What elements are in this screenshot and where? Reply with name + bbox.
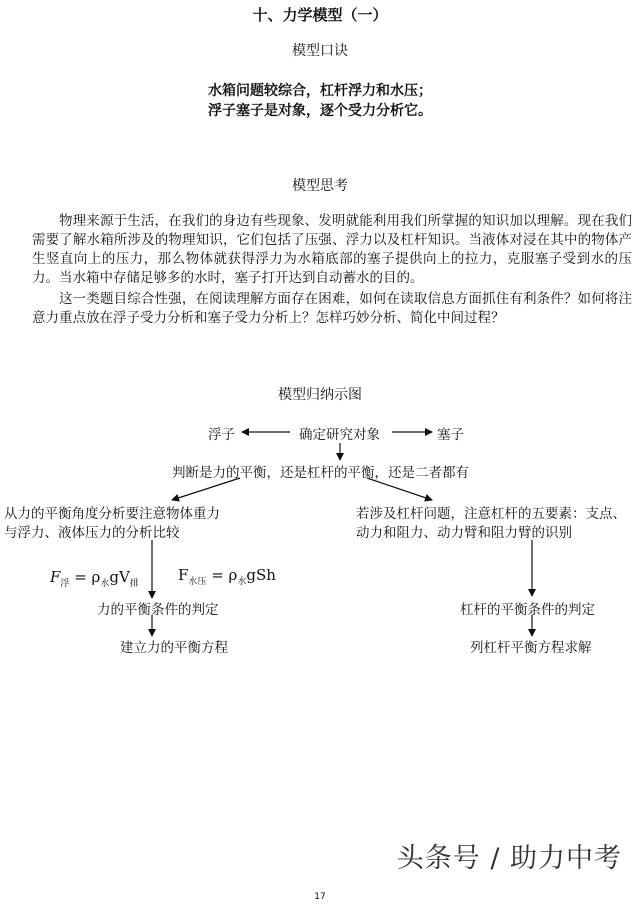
diagram-heading: 模型归纳示图	[278, 387, 362, 403]
mnemonic-heading: 模型口诀	[292, 43, 348, 59]
arrow-to-lever-analysis	[367, 478, 432, 500]
section-title: 十、力学模型（一）	[252, 6, 388, 24]
thinking-heading: 模型思考	[292, 178, 348, 194]
node-force-balance-equation: 建立力的平衡方程	[120, 640, 228, 656]
node-plug: 塞子	[437, 427, 464, 443]
thinking-paragraph-2: 这一类题目综合性强，在阅读理解方面存在困难，如何在读取信息方面抓住有利条件？如何将注意力重点放在浮子受力分析和塞子受力分析上？怎样巧妙分析、简化中间过程？	[32, 291, 632, 326]
node-judge-balance: 判断是力的平衡，还是杠杆的平衡，还是二者都有	[172, 465, 469, 481]
node-lever-analysis-line-2: 动力和阻力、动力臂和阻力臂的识别	[356, 525, 572, 541]
node-force-analysis-line-1: 从力的平衡角度分析要注意物体重力	[4, 506, 220, 522]
mnemonic-line-2: 浮子塞子是对象，逐个受力分析它。	[208, 103, 432, 119]
thinking-paragraph-1: 物理来源于生活，在我们的身边有些现象、发明就能利用我们所掌握的知识加以理解。现在我们需要了解水箱所涉及的物理知识，它们包括了压强、浮力以及杠杆知识。当液体对浸在其中的物体产生竖直向上的压力，那么物体就获得浮力为水箱底部的塞子提供向上的拉力，克服塞子受到水的压力。当水箱中存储足够多的水时，塞子打开达到自动蓄水的目的。	[32, 213, 632, 286]
page-number: 17	[314, 892, 326, 902]
mnemonic-line-1: 水箱问题较综合，杠杆浮力和水压；	[208, 83, 432, 99]
node-force-balance-condition: 力的平衡条件的判定	[97, 602, 219, 618]
water-pressure-formula: $F_{水压} = \rho_水gSh$	[178, 566, 276, 587]
node-lever-analysis-line-1: 若涉及杠杆问题，注意杠杆的五要素：支点、	[356, 506, 626, 522]
arrow-to-force-analysis	[172, 478, 240, 500]
node-lever-balance-equation: 列杠杆平衡方程求解	[470, 640, 592, 656]
watermark: 头条号 / 助力中考	[396, 843, 622, 874]
buoyancy-formula: $F_浮 = \rho_水gV_排$	[50, 568, 139, 589]
node-float: 浮子	[208, 427, 235, 443]
node-force-analysis-line-2: 与浮力、液体压力的分析比较	[4, 525, 180, 541]
node-determine-object: 确定研究对象	[299, 427, 380, 443]
node-lever-balance-condition: 杠杆的平衡条件的判定	[460, 602, 595, 618]
